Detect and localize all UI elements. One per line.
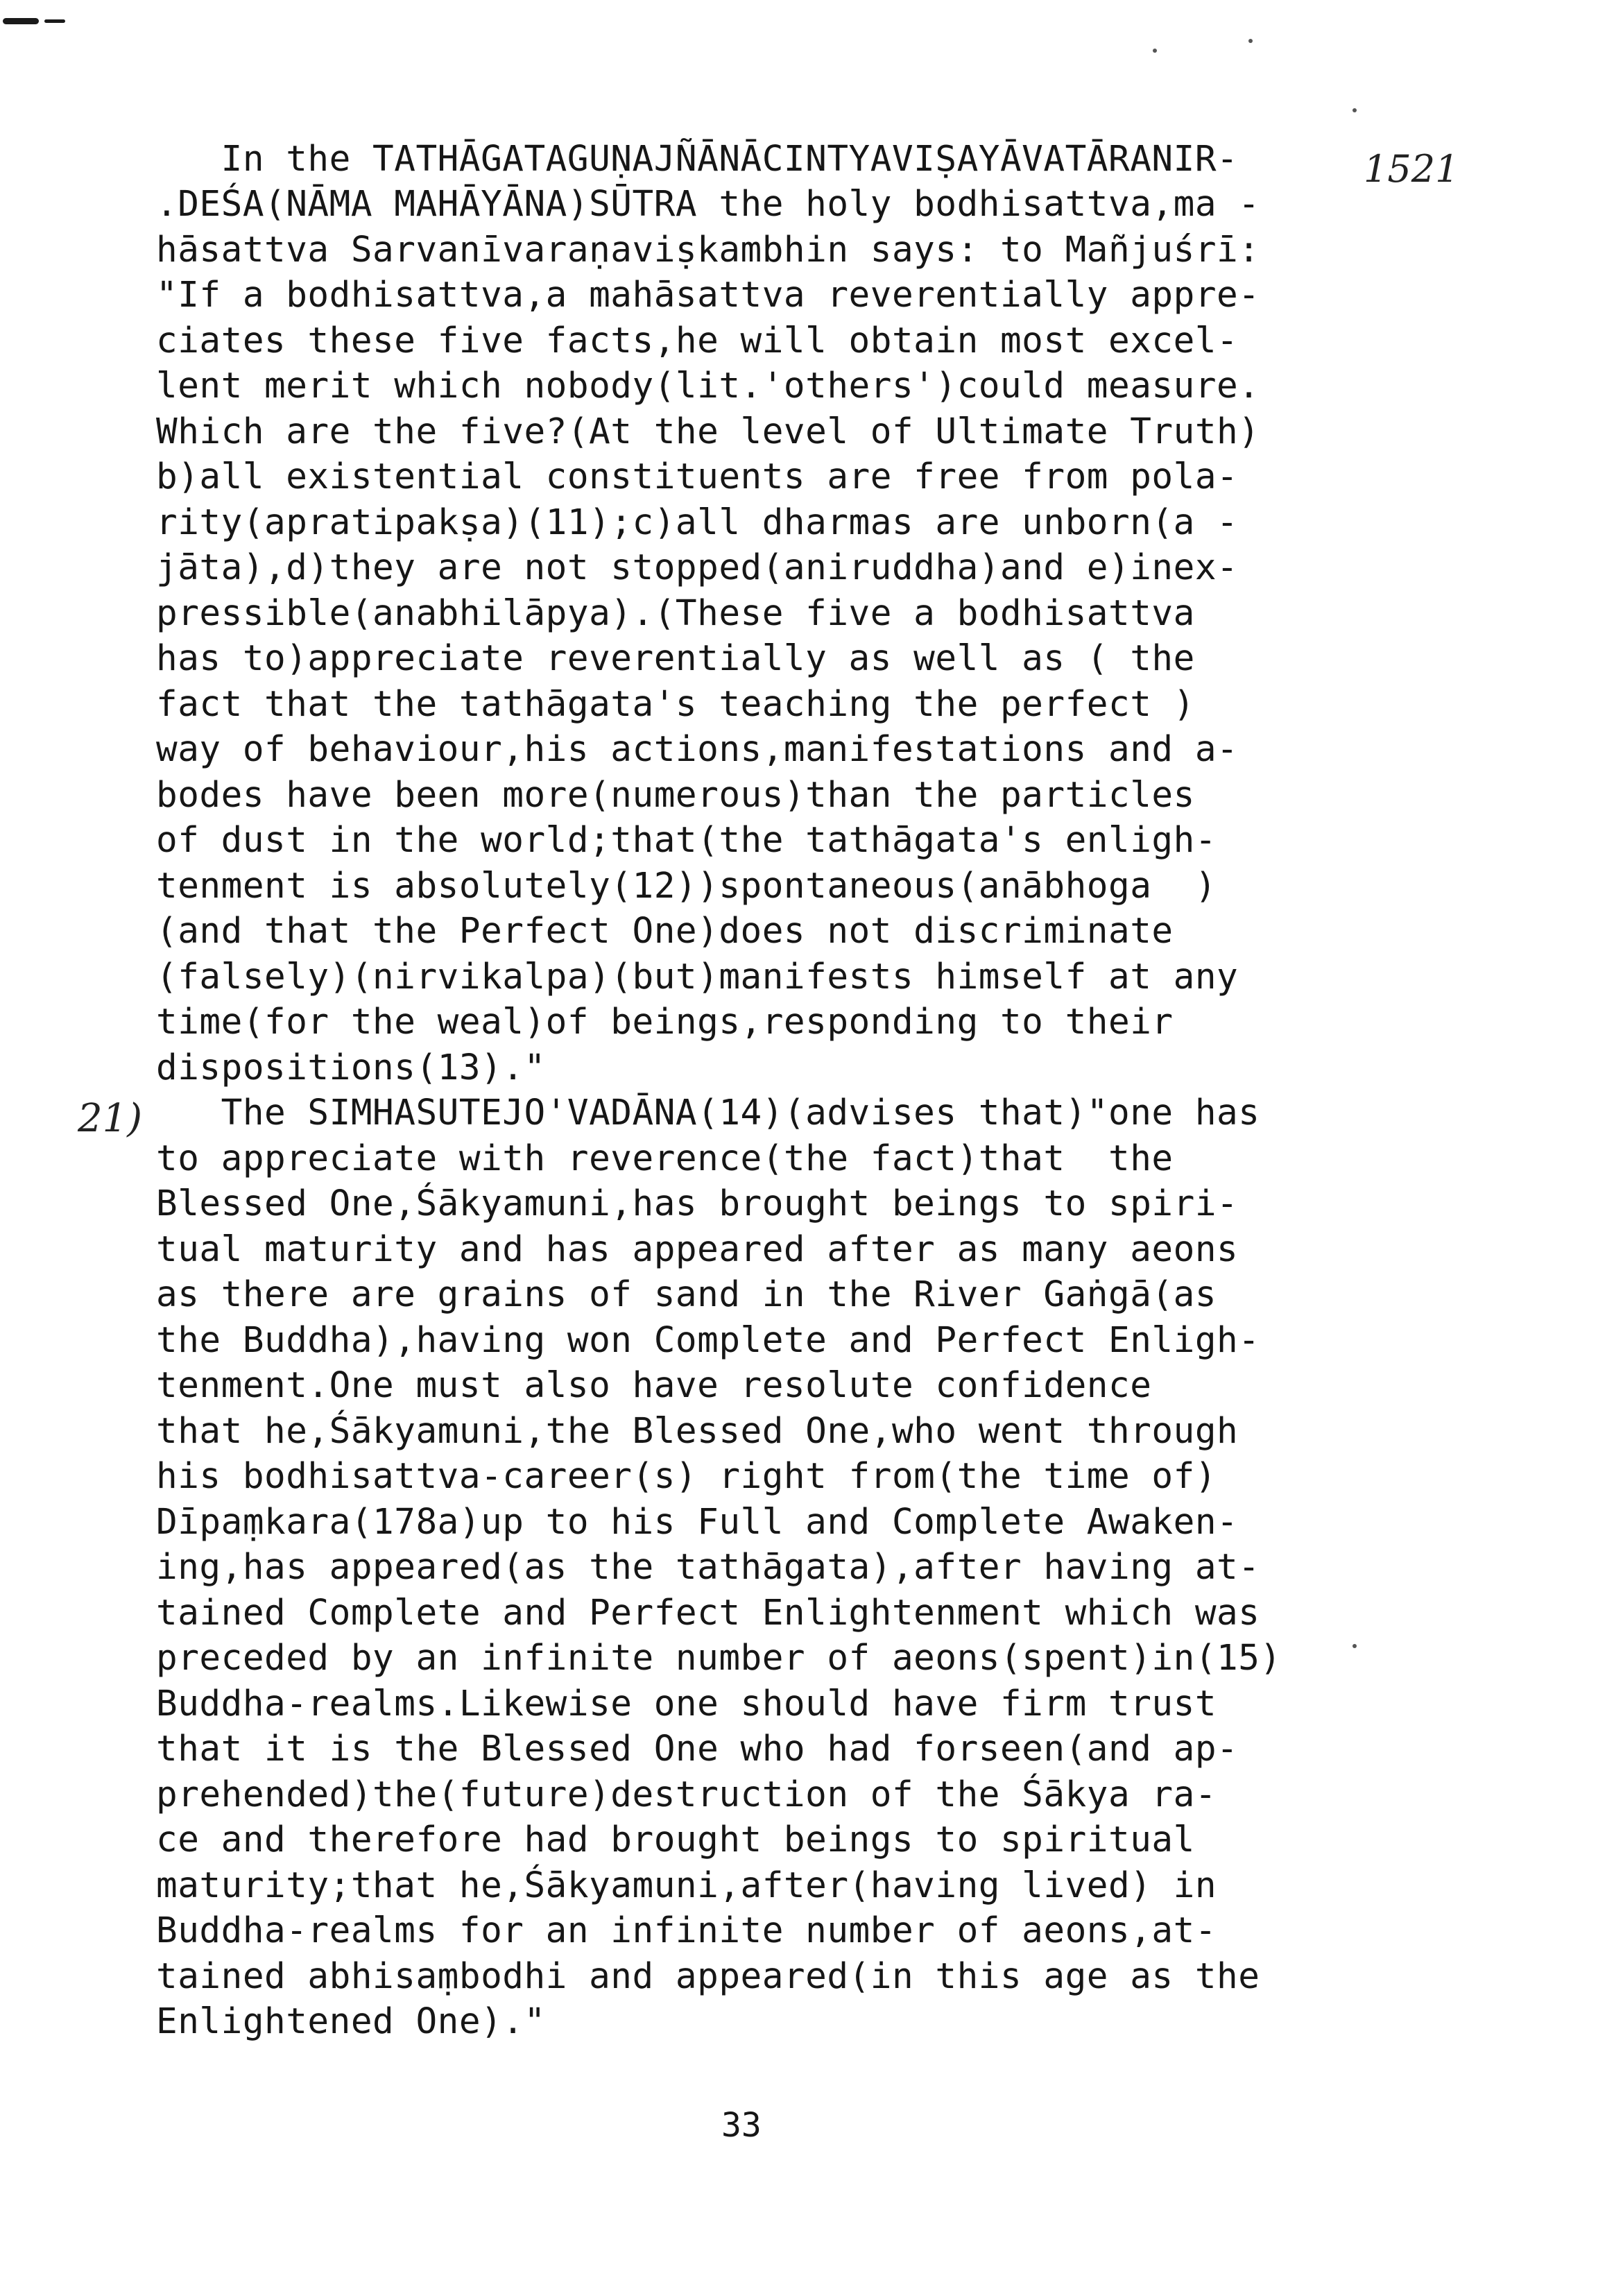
text-line: the Buddha),having won Complete and Perfect Enligh- [156, 1320, 1260, 1361]
corner-smudge-2 [44, 19, 65, 23]
text-line: tenment is absolutely(12))spontaneous(anābhoga ) [156, 866, 1217, 907]
text-line: hāsattva Sarvanīvaraṇaviṣkambhin says: to Mañjuśrī: [156, 230, 1260, 271]
text-line: The SIMHASUTEJO'VADĀNA(14)(advises that)"one has [156, 1093, 1260, 1133]
text-line: b)all existential constituents are free from pola- [156, 456, 1239, 497]
text-line: to appreciate with reverence(the fact)that the [156, 1138, 1174, 1179]
text-line: Buddha-realms.Likewise one should have firm trust [156, 1684, 1217, 1724]
text-line: pressible(anabhilāpya).(These five a bodhisattva [156, 593, 1195, 634]
text-line: way of behaviour,his actions,manifestations and a- [156, 729, 1239, 770]
text-line: as there are grains of sand in the River Gaṅgā(as [156, 1274, 1217, 1315]
speck [1352, 108, 1357, 112]
text-line: tenment.One must also have resolute confidence [156, 1365, 1152, 1406]
text-line: jāta),d)they are not stopped(aniruddha)and e)inex- [156, 547, 1239, 588]
text-line: tained abhisaṃbodhi and appeared(in this age as the [156, 1956, 1260, 1997]
text-line: of dust in the world;that(the tathāgata's enligh- [156, 820, 1217, 861]
text-line: (falsely)(nirvikalpa)(but)manifests himself at any [156, 957, 1239, 997]
text-line: Enlightened One)." [156, 2001, 546, 2042]
text-line: Blessed One,Śākyamuni,has brought beings to spiri- [156, 1183, 1239, 1224]
text-line: dispositions(13)." [156, 1047, 546, 1088]
speck [1248, 39, 1253, 43]
text-line: rity(apratipakṣa)(11);c)all dharmas are unborn(a - [156, 502, 1239, 543]
text-line: that he,Śākyamuni,the Blessed One,who went through [156, 1411, 1239, 1452]
text-line: lent merit which nobody(lit.'others')could measure. [156, 366, 1260, 406]
text-line: ciates these five facts,he will obtain most excel- [156, 320, 1239, 361]
margin-note-left: 21) [78, 1096, 143, 1141]
page-number: 33 [721, 2106, 762, 2145]
text-line: ing,has appeared(as the tathāgata),after having at- [156, 1547, 1260, 1588]
text-line: that it is the Blessed One who had forseen(and ap- [156, 1729, 1239, 1770]
text-line: Dīpaṃkara(178a)up to his Full and Complete Awaken- [156, 1502, 1239, 1543]
text-line: time(for the weal)of beings,responding to their [156, 1002, 1174, 1043]
text-line: tained Complete and Perfect Enlightenment which was [156, 1593, 1260, 1634]
speck [1153, 49, 1157, 53]
corner-smudge [3, 18, 39, 24]
text-line: maturity;that he,Śākyamuni,after(having lived) in [156, 1865, 1217, 1906]
text-line: Which are the five?(At the level of Ultimate Truth) [156, 411, 1260, 452]
text-line: In the TATHĀGATAGUṆAJÑĀNĀCINTYAVIṢAYĀVATĀRANIR- [156, 139, 1239, 180]
text-line: "If a bodhisattva,a mahāsattva reverentially appre- [156, 275, 1260, 316]
ref-number: 1521 [1364, 147, 1459, 191]
text-line: tual maturity and has appeared after as many aeons [156, 1229, 1239, 1270]
text-line: preceded by an infinite number of aeons(spent)in(15) [156, 1638, 1282, 1679]
text-line: has to)appreciate reverentially as well as ( the [156, 638, 1195, 679]
text-line: fact that the tathāgata's teaching the perfect ) [156, 684, 1195, 725]
text-line: Buddha-realms for an infinite number of aeons,at- [156, 1910, 1217, 1951]
text-line: prehended)the(future)destruction of the Śākya ra- [156, 1774, 1217, 1815]
text-line: bodes have been more(numerous)than the particles [156, 775, 1195, 816]
text-line: (and that the Perfect One)does not discriminate [156, 911, 1174, 952]
text-line: .DEŚA(NĀMA MAHĀYĀNA)SŪTRA the holy bodhisattva,ma - [156, 184, 1260, 225]
text-line: ce and therefore had brought beings to spiritual [156, 1819, 1195, 1860]
text-line: his bodhisattva-career(s) right from(the time of) [156, 1456, 1217, 1497]
speck [1352, 1644, 1357, 1648]
